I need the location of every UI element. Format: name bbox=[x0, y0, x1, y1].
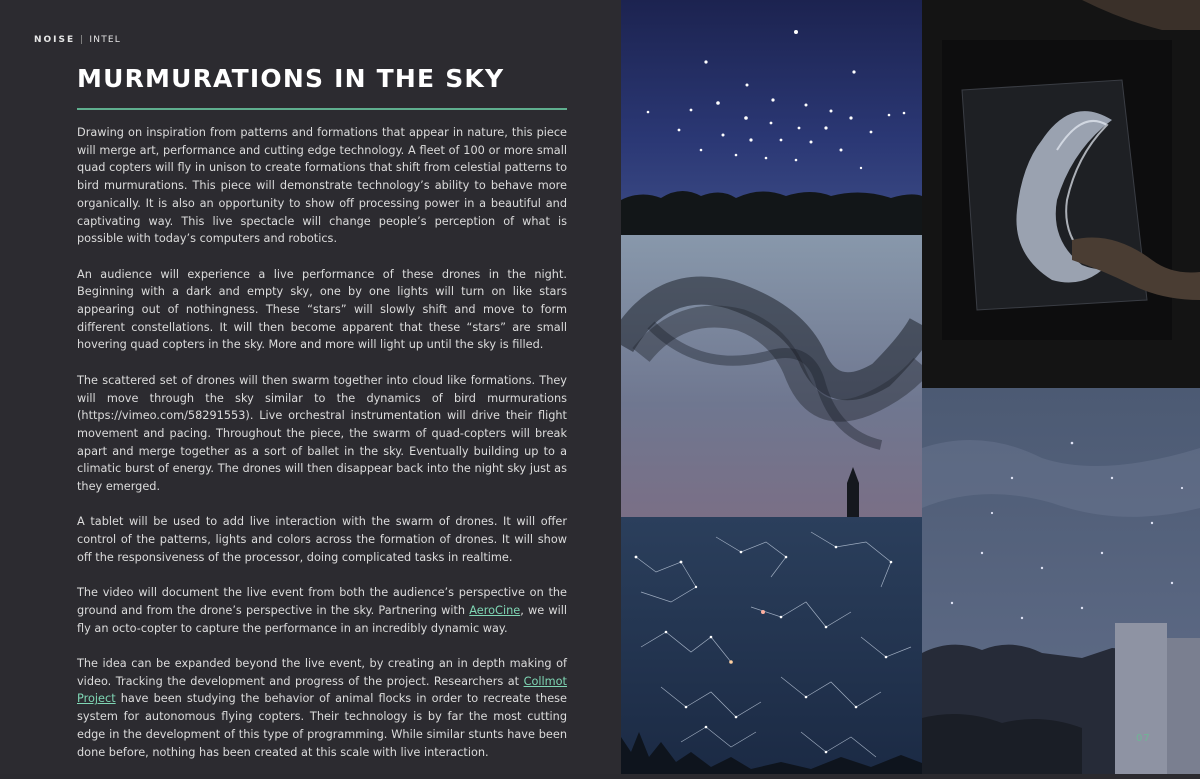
paragraph-5-text-b: , we will fly an octo-copter to capture the performance in an incredibly dynamic way. bbox=[77, 603, 567, 635]
paragraph-2: An audience will experience a live performance of these drones in the night. Beginning with a dark and empty sky, one by one lights will turn on like stars appearing out of nothingness. These “stars” will slowly shift and move to form different constellations. It will then become apparent that these “stars” are small hovering quad copters in the sky. More and more will light up until the sky is filled. bbox=[77, 267, 567, 352]
drone-lights-night-sky-image bbox=[621, 0, 922, 235]
aerocine-link[interactable]: AeroCine bbox=[469, 603, 521, 617]
tablet-bird-point-cloud-image bbox=[922, 0, 1200, 388]
paragraph-5-text-a: The video will document the live event from both the audience’s perspective on the ground and from the drone’s perspective in the sky. Partnering with bbox=[77, 586, 567, 617]
constellation-map-image bbox=[621, 517, 922, 774]
paragraph-4: A tablet will be used to add live interaction with the swarm of drones. It will offer control of the patterns, lights and colors across the formation of drones. It will show off the responsiveness of the processor, doing complicated tasks in realtime. bbox=[77, 515, 567, 564]
bird-murmuration-image bbox=[621, 235, 922, 517]
article-body bbox=[77, 124, 567, 779]
paragraph-5 bbox=[77, 584, 567, 637]
paragraph-6 bbox=[77, 655, 567, 761]
breadcrumb-subsection: INTEL bbox=[89, 35, 121, 45]
collmot-project-link[interactable]: Collmot Project bbox=[77, 674, 567, 706]
paragraph-6-text-a: The idea can be expanded beyond the live event, by creating an in depth making of video. Tracking the development and progress of the project. Researchers at bbox=[77, 657, 567, 688]
breadcrumb-section: NOISE bbox=[34, 35, 76, 45]
title-divider bbox=[77, 108, 567, 110]
drones-over-city-image bbox=[922, 388, 1200, 774]
page-number: 07 bbox=[1136, 733, 1151, 744]
breadcrumb bbox=[34, 35, 121, 45]
page-title: MURMURATIONS IN THE SKY bbox=[77, 64, 505, 93]
paragraph-1: Drawing on inspiration from patterns and formations that appear in nature, this piece will merge art, performance and cutting edge technology. A fleet of 100 or more small quad copters will fly in unison to create formations that shift from celestial patterns to bird murmurations. This piece will demonstrate technology’s ability to behave more organically. It is also an opportunity to show off processing power in a beautiful and captivating way. This live spectacle will change people’s perception of what is possible with today’s computers and robotics. bbox=[77, 126, 567, 246]
breadcrumb-separator: | bbox=[80, 35, 85, 45]
paragraph-6-text-b: have been studying the behavior of animal flocks in order to recreate these system for autonomous flying copters. Their technology is by far the most cutting edge in the development of this type of programming. While similar stunts have been done before, nothing has been created at this scale with live interaction. bbox=[77, 692, 567, 759]
paragraph-3: The scattered set of drones will then swarm together into cloud like formations. They will move through the sky similar to the dynamics of bird murmurations (https://vimeo.com/58291553). Live orchestral instrumentation will drive their flight movement and pacing. Throughout the piece, the swarm of quad-copters will break apart and merge together as a sort of ballet in the sky. Eventually building up to a climatic burst of energy. The drones will then disappear back into the night sky just as they emerged. bbox=[77, 373, 567, 494]
